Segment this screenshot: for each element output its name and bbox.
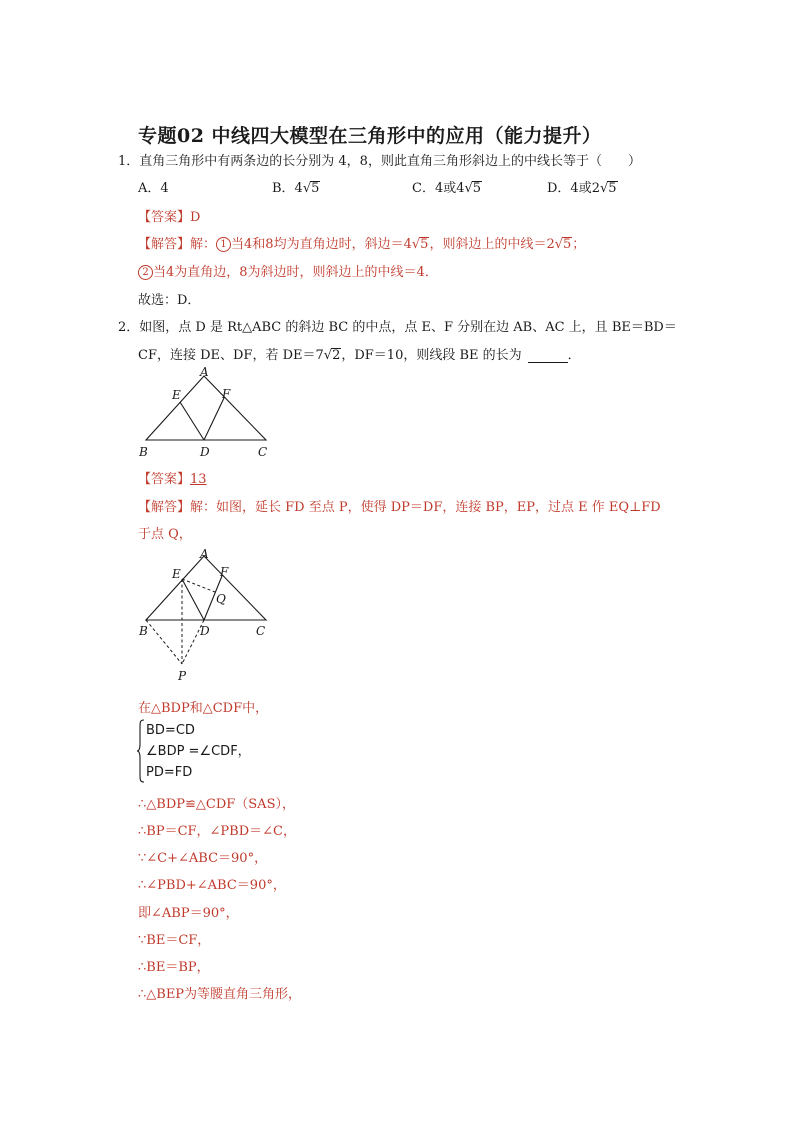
q1-option-c: C．4或4√5	[412, 181, 482, 196]
proof-step: ∴∠PBD+∠ABC＝90°，	[138, 878, 286, 893]
q2-analysis-line1: 【解答】解：如图，延长 FD 至点 P，使得 DP＝DF，连接 BP，EP，过点 E 作 EQ⊥FD	[138, 500, 661, 515]
segment-eq	[182, 579, 215, 592]
label-d: D	[200, 624, 210, 638]
brace-line-2: ∠BDP =∠CDF，	[146, 744, 251, 759]
sqrt-icon: √	[302, 181, 312, 196]
q1-option-b: B．4√5	[272, 181, 320, 196]
q1-answer: 【答案】D	[138, 210, 201, 225]
segment-fd	[204, 398, 224, 440]
label-a: A	[200, 366, 209, 379]
proof-step: 即∠ABP＝90°，	[138, 906, 239, 921]
figure-2	[136, 546, 276, 684]
label-c: C	[256, 624, 266, 638]
label-b: B	[139, 445, 148, 458]
brace-system	[146, 720, 251, 783]
label-f: F	[220, 565, 229, 579]
brace-line-1: BD=CD	[146, 723, 195, 738]
q1-analysis-line2: 2 当4为直角边，8为斜边时，则斜边上的中线＝4．	[138, 261, 438, 280]
label-b: B	[139, 624, 148, 638]
sqrt-icon: √	[599, 181, 609, 196]
segment-bp	[146, 620, 182, 664]
label-d: D	[200, 445, 210, 458]
label-c: C	[258, 445, 268, 458]
label-a: A	[200, 547, 209, 561]
label-p: P	[178, 669, 187, 683]
label-e: E	[172, 567, 181, 581]
answer-blank	[528, 362, 568, 363]
q1-analysis-line1: 【解答】解： 1 当4和8均为直角边时，斜边＝4√5，则斜边上的中线＝2√5；	[138, 237, 586, 252]
left-brace-icon	[136, 718, 146, 784]
triangle-abc	[146, 376, 266, 440]
label-f: F	[222, 387, 231, 401]
label-q: Q	[216, 592, 226, 606]
proof-step: ∴△BEP为等腰直角三角形，	[138, 987, 302, 1002]
proof-step: ∴BE＝BP，	[138, 960, 210, 975]
segment-ed	[180, 402, 204, 440]
page-title: 专题02 中线四大模型在三角形中的应用（能力提升）	[138, 125, 602, 147]
sqrt-icon: √	[464, 181, 473, 196]
q2-answer: 【答案】13	[138, 472, 207, 487]
triangle-abc	[146, 556, 266, 620]
figure-1	[136, 366, 276, 458]
q1-stem: 1．直角三角形中有两条边的长分别为 4，8，则此直角三角形斜边上的中线长等于（ ）	[118, 154, 641, 169]
proof-step: ∵∠C+∠ABC＝90°，	[138, 851, 268, 866]
proof-step: ∴△BDP≌△CDF（SAS），	[138, 797, 295, 812]
q2-in-line: 在△BDP和△CDF中，	[138, 701, 269, 716]
q2-stem-line1: 2．如图，点 D 是 Rt△ABC 的斜边 BC 的中点，点 E、F 分别在边 AB、AC 上，且 BE＝BD＝	[118, 320, 677, 335]
label-e: E	[172, 388, 181, 402]
q2-stem-line2: CF，连接 DE、DF，若 DE＝7√2，DF＝10，则线段 BE 的长为 ．	[138, 348, 581, 363]
proof-step: ∵BE＝CF，	[138, 933, 211, 948]
segment-ed	[182, 579, 204, 620]
proof-step: ∴BP＝CF，∠PBD＝∠C，	[138, 824, 296, 839]
q1-conclusion: 故选：D．	[138, 293, 201, 308]
brace-line-3: PD=FD	[146, 765, 193, 780]
q1-option-d: D．4或2√5	[547, 181, 617, 196]
q1-option-a: A．4	[138, 181, 169, 196]
q2-analysis-line2: 于点 Q，	[138, 527, 192, 542]
